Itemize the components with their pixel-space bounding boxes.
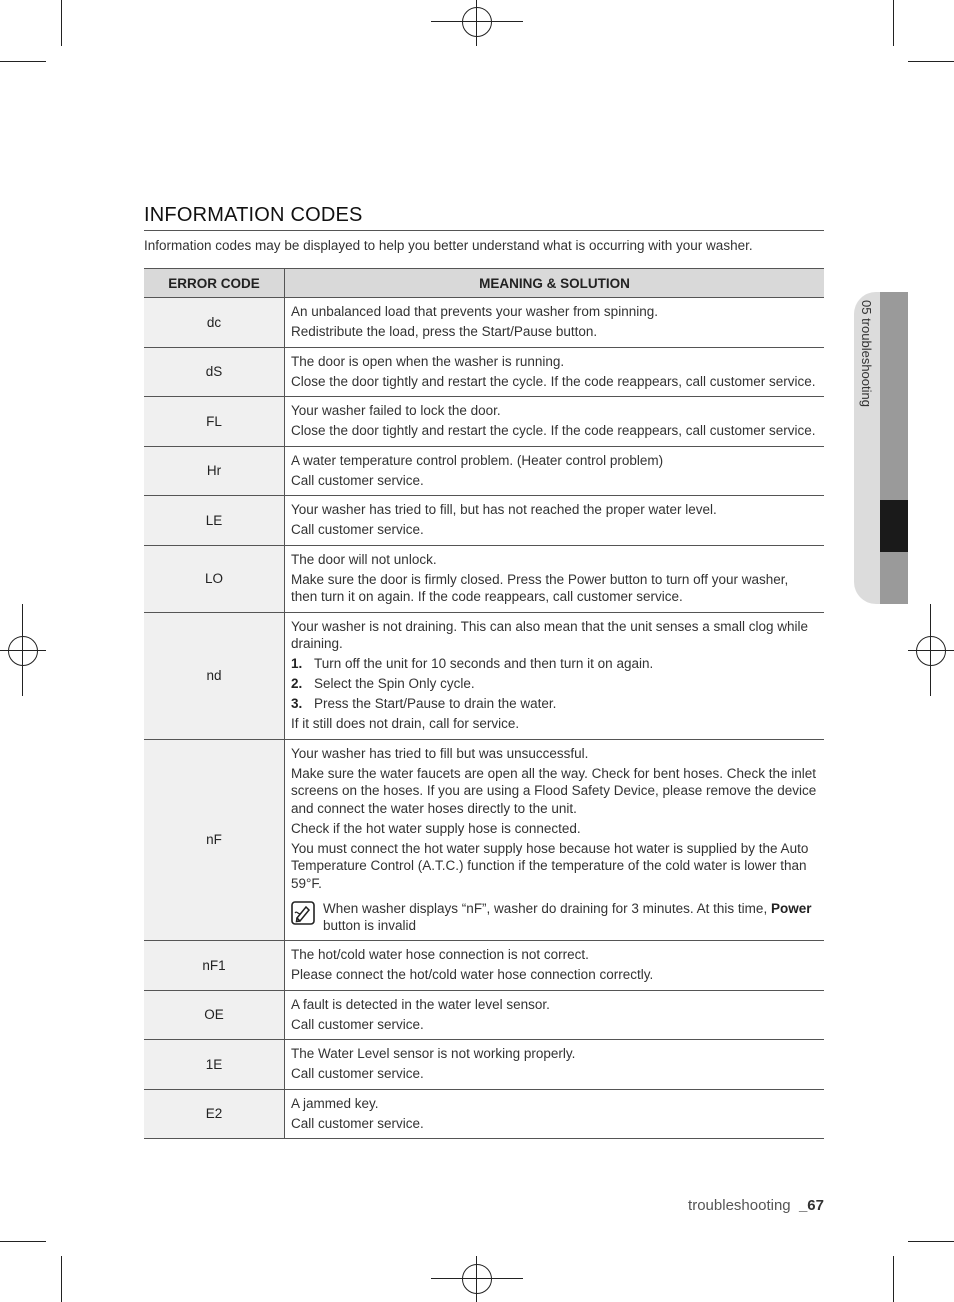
table-row — [144, 941, 824, 991]
note-text-part: When washer displays “nF”, washer do draining for 3 minutes. At this time, — [323, 901, 771, 916]
header-error-code: ERROR CODE — [144, 269, 285, 298]
desc-line: Call customer service. — [291, 522, 424, 537]
desc-line: Redistribute the load, press the Start/Pause button. — [291, 324, 598, 339]
title-divider — [144, 230, 824, 231]
desc-line: An unbalanced load that prevents your washer from spinning. — [291, 304, 658, 319]
step-number: 1. — [291, 656, 303, 671]
section-intro: Information codes may be displayed to help you better understand what is occurring with your washer. — [144, 238, 753, 253]
desc-line: Your washer has tried to fill but was unsuccessful. — [291, 745, 589, 761]
table-row — [144, 739, 824, 941]
error-code: nF — [144, 739, 285, 941]
table-row — [144, 347, 824, 397]
desc-line: A jammed key. — [291, 1095, 379, 1111]
error-code: FL — [144, 397, 285, 447]
table-row — [144, 990, 824, 1040]
table-row — [144, 612, 824, 739]
step-number: 3. — [291, 696, 303, 711]
step-text: Press the Start/Pause to drain the water. — [314, 696, 557, 711]
header-meaning-solution: MEANING & SOLUTION — [285, 269, 825, 298]
error-code: OE — [144, 990, 285, 1040]
error-code: E2 — [144, 1089, 285, 1139]
desc-line: The door will not unlock. — [291, 551, 437, 567]
error-code: nd — [144, 612, 285, 739]
side-tab-marker — [880, 500, 908, 552]
desc-line: Make sure the door is firmly closed. Press the Power button to turn off your washer, then turn it on again. If the code reappears, call customer service. — [291, 571, 789, 604]
step-item — [291, 675, 818, 693]
table-row — [144, 298, 824, 348]
error-code: Hr — [144, 446, 285, 496]
table-row — [144, 496, 824, 546]
desc-line: Your washer failed to lock the door. — [291, 403, 501, 418]
note-text — [323, 900, 818, 934]
crop-mark — [61, 1256, 62, 1302]
page-footer — [688, 1197, 824, 1214]
table-row — [144, 1040, 824, 1090]
error-code: dS — [144, 347, 285, 397]
meaning-solution — [285, 397, 825, 447]
crop-mark — [893, 0, 894, 46]
note-text-part: button is invalid — [323, 918, 417, 933]
side-tab-label: 05 troubleshooting — [859, 300, 874, 407]
desc-line: The Water Level sensor is not working properly. — [291, 1046, 576, 1061]
step-text: Turn off the unit for 10 seconds and then turn it on again. — [314, 656, 654, 671]
note-bold-word: Power — [770, 901, 812, 916]
desc-line: If it still does not drain, call for service. — [291, 716, 520, 731]
table-row — [144, 1089, 824, 1139]
desc-line: Make sure the water faucets are open all the way. Check for bent hoses. Check the inlet screens on the hoses. If you are using a Flood Safety Device, please remove the device and connect the water hoses directly to the unit. — [291, 765, 817, 816]
desc-line: You must connect the hot water supply hose because hot water is supplied by the Auto Temperature Control (A.T.C.) function if the temperature of the cold water is lower than 59°F. — [291, 840, 809, 891]
desc-line: Call customer service. — [291, 472, 424, 488]
table-row — [144, 446, 824, 496]
meaning-solution — [285, 1040, 825, 1090]
meaning-solution — [285, 1089, 825, 1139]
section-title: INFORMATION CODES — [144, 204, 363, 226]
meaning-solution — [285, 545, 825, 612]
crop-mark — [893, 1256, 894, 1302]
meaning-solution — [285, 941, 825, 991]
table-header-row — [144, 269, 824, 298]
information-codes-table — [144, 268, 824, 1139]
desc-line: A fault is detected in the water level sensor. — [291, 996, 550, 1012]
note-pencil-icon — [291, 901, 315, 925]
error-code: nF1 — [144, 941, 285, 991]
desc-line: Your washer is not draining. This can also mean that the unit senses a small clog while draining. — [291, 618, 809, 651]
meaning-solution — [285, 496, 825, 546]
step-text: Select the Spin Only cycle. — [314, 676, 475, 691]
desc-line: Call customer service. — [291, 1066, 424, 1081]
desc-line: Check if the hot water supply hose is connected. — [291, 820, 581, 836]
meaning-solution — [285, 990, 825, 1040]
desc-line: The door is open when the washer is running. — [291, 353, 565, 369]
desc-line: The hot/cold water hose connection is not correct. — [291, 947, 589, 962]
error-code: 1E — [144, 1040, 285, 1090]
meaning-solution — [285, 298, 825, 348]
error-code: LE — [144, 496, 285, 546]
crop-mark — [0, 61, 46, 62]
crop-mark — [908, 61, 954, 62]
meaning-solution — [285, 739, 825, 941]
desc-line: A water temperature control problem. (Heater control problem) — [291, 452, 664, 468]
crop-mark — [0, 1241, 46, 1242]
side-tab-strip — [880, 292, 908, 604]
table-row — [144, 545, 824, 612]
meaning-solution — [285, 347, 825, 397]
error-code: dc — [144, 298, 285, 348]
error-code: LO — [144, 545, 285, 612]
desc-line: Call customer service. — [291, 1115, 424, 1131]
step-item — [291, 695, 818, 713]
desc-line: Your washer has tried to fill, but has not reached the proper water level. — [291, 502, 717, 517]
table-row — [144, 397, 824, 447]
desc-line: Please connect the hot/cold water hose connection correctly. — [291, 967, 654, 982]
page-number: _67 — [798, 1197, 824, 1214]
meaning-solution — [285, 446, 825, 496]
desc-line: Close the door tightly and restart the cycle. If the code reappears, call customer service. — [291, 423, 816, 438]
footer-section: troubleshooting — [688, 1197, 791, 1214]
step-item — [291, 655, 818, 673]
step-number: 2. — [291, 676, 303, 691]
desc-line: Close the door tightly and restart the cycle. If the code reappears, call customer service. — [291, 373, 816, 389]
crop-mark — [61, 0, 62, 46]
meaning-solution — [285, 612, 825, 739]
crop-mark — [908, 1241, 954, 1242]
note-box — [291, 900, 818, 934]
desc-line: Call customer service. — [291, 1016, 424, 1032]
